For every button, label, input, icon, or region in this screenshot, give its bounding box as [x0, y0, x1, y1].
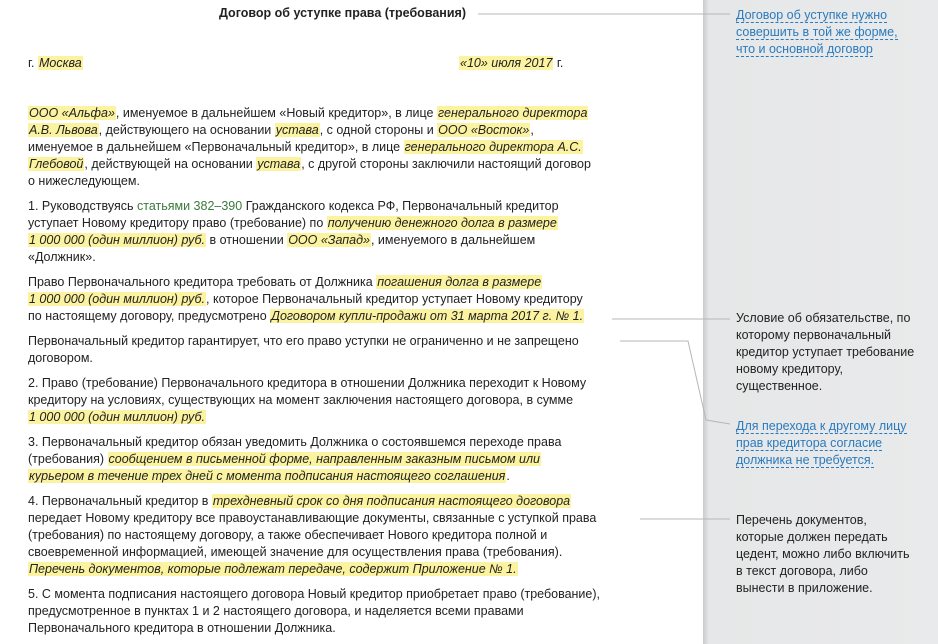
date-field: «10» июля 2017 — [460, 56, 553, 70]
law-reference-link[interactable]: статьями 382–390 — [136, 199, 243, 213]
note-debtor-consent[interactable]: Для перехода к другому лицу прав кредитора согласие должника не требуется. — [736, 419, 907, 467]
note-document-list: Перечень документов, которые должен передать цедент, можно либо включить в текст договора, либо вынести в приложение. — [736, 513, 910, 595]
contract-document: Договор об уступке права (требования) г. Москва «10» июля 2017 г. ООО «Альфа», именуемое в дальнейшем «Новый кредитор», в лице генерального директора А.В. Львова, действующего на основании устава, с одной стороны и ООО «Восток», именуемое в дальнейшем «Первоначальный кредитор», в лице генерального директора А.С. Глебовой, действующей на основании устава, с другой стороны заключили настоящий договор о нижеследующем. 1. Руководствуясь статьями 382–390 Гражданского кодекса РФ, Первоначальный кредитор уступает Новому кредитору право (требование) по получению денежного долга в размере 1 000 000 (один миллион) руб. в отношении ООО «Запад», именуемого в дальнейшем «Должник». Право Первоначального кредитора требовать от Должника погашения долга в размере 1 000 000 (один миллион) руб., которое Первоначальный кредитор уступает Новому кредитору по настоящему договору, предусмотрено Договором купли-продажи от 31 марта 2017 г. № 1. Первоначальный кредитор гарантирует, что его право уступки не ограниченно и не запрещено договором. 2. Право (требование) Первоначального кредитора в отношении Должника переходит к Новому кредитору на условиях, существующих на момент заключения настоящего договора, в сумме 1 000 000 (один миллион) руб. 3. Первоначальный кредитор обязан уведомить Должника о состоявшемся переходе права (требования) сообщением в письменной форме, направленным заказным письмом или курьером в течение трех дней с момента подписания настоящего соглашения. 4. Первоначальный кредитор в трехдневный срок со дня подписания настоящего договора передает Новому кредитору все правоустанавливающие документы, связанные с уступкой права (требования) по настоящему договору, а также обеспечивает Нового кредитора полной и своевременной информацией, имеющей значение для осуществления права (требования). Перечень документов, которые подлежат передаче, содержит Приложение № 1. 5. С момента подписания настоящего договора Новый кредитор приобретает право (требование), предусмотренное в пунктах 1 и 2 настоящего договора, и наделяется всеми правами Первоначального кредитора в отношении Должника. — [0, 0, 703, 644]
document-title: Договор об уступке права (требования) — [219, 6, 466, 20]
city-field: Москва — [38, 56, 82, 70]
date-line: «10» июля 2017 г. — [460, 56, 564, 70]
note-form-requirement[interactable]: Договор об уступке нужно совершить в той же форме, что и основной договор — [736, 8, 898, 56]
note-essential-condition: Условие об обязательстве, по которому первоначальный кредитор уступает требование новому кредитору, существенное. — [736, 311, 915, 393]
city-line: г. Москва — [28, 56, 82, 70]
